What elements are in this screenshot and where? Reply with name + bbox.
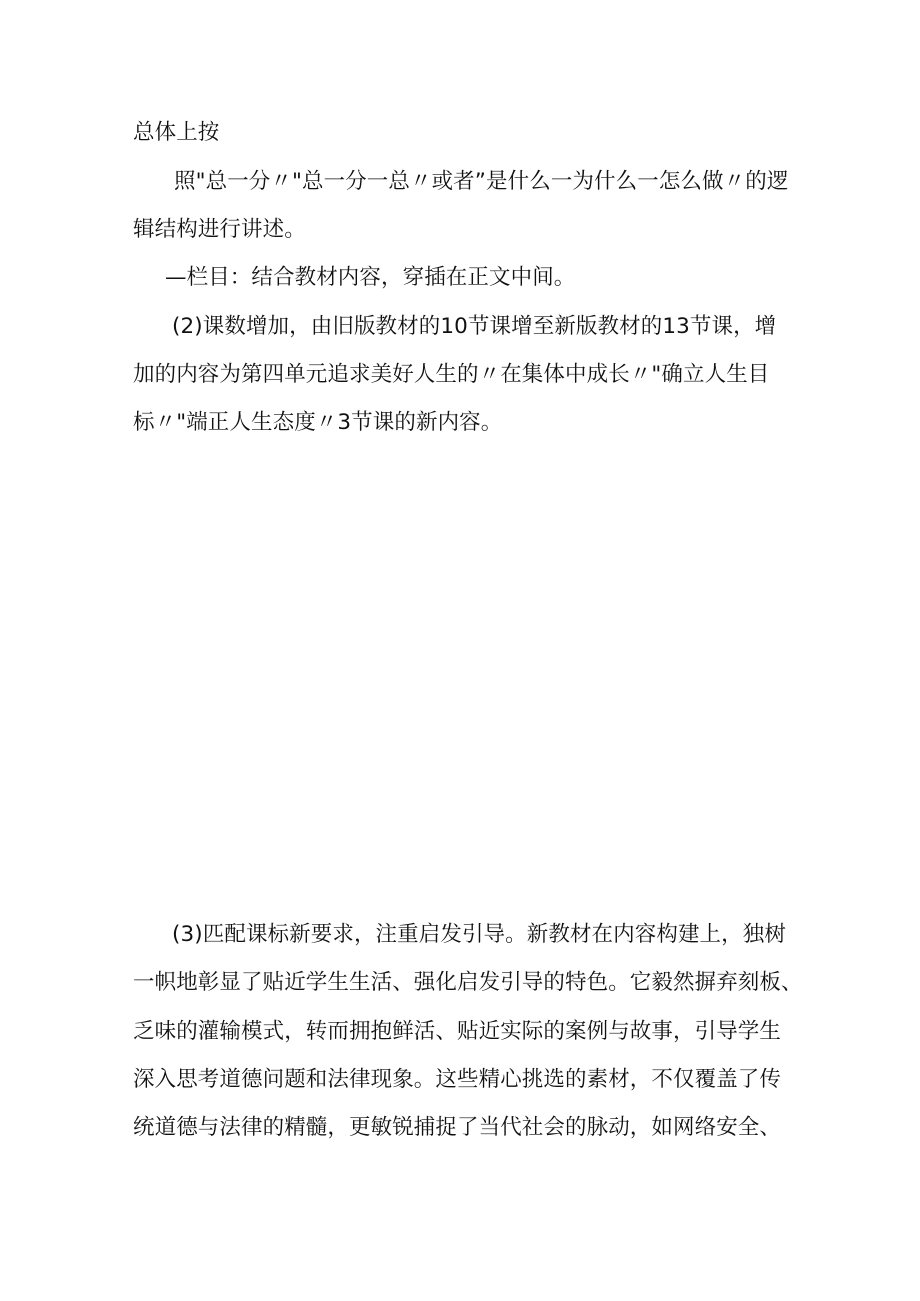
text-line-7: 标〃"端正人生态度〃3节课的新内容。	[133, 410, 503, 435]
text-line-11: 深入思考道德问题和法律现象。这些精心挑选的素材，不仅覆盖了传	[133, 1067, 782, 1092]
text-line-3: 辑结构进行讲述。	[133, 217, 306, 242]
text-line-9: 一帜地彰显了贴近学生生活、强化启发引导的特色。它毅然摒弃刻板、	[133, 970, 803, 995]
text-line-2: 照"总一分〃"总一分一总〃或者”是什么一为什么一怎么做〃的逻	[174, 169, 789, 194]
text-line-4: —栏目：结合教材内容，穿插在正文中间。	[165, 265, 576, 290]
text-line-12: 统道德与法律的精髓，更敏锐捕捉了当代社会的脉动，如网络安全、	[133, 1115, 782, 1140]
text-line-5: (2)课数增加，由旧版教材的10节课增至新版教材的13节课，增	[172, 314, 777, 339]
text-line-10: 乏味的灌输模式，转而拥抱鲜活、贴近实际的案例与故事，引导学生	[133, 1019, 782, 1044]
text-line-1: 总体上按	[133, 120, 220, 145]
text-line-8: (3)匹配课标新要求，注重启发引导。新教材在内容构建上，独树	[172, 922, 786, 947]
text-line-6: 加的内容为第四单元追求美好人生的〃在集体中成长〃"确立人生目	[133, 362, 770, 387]
